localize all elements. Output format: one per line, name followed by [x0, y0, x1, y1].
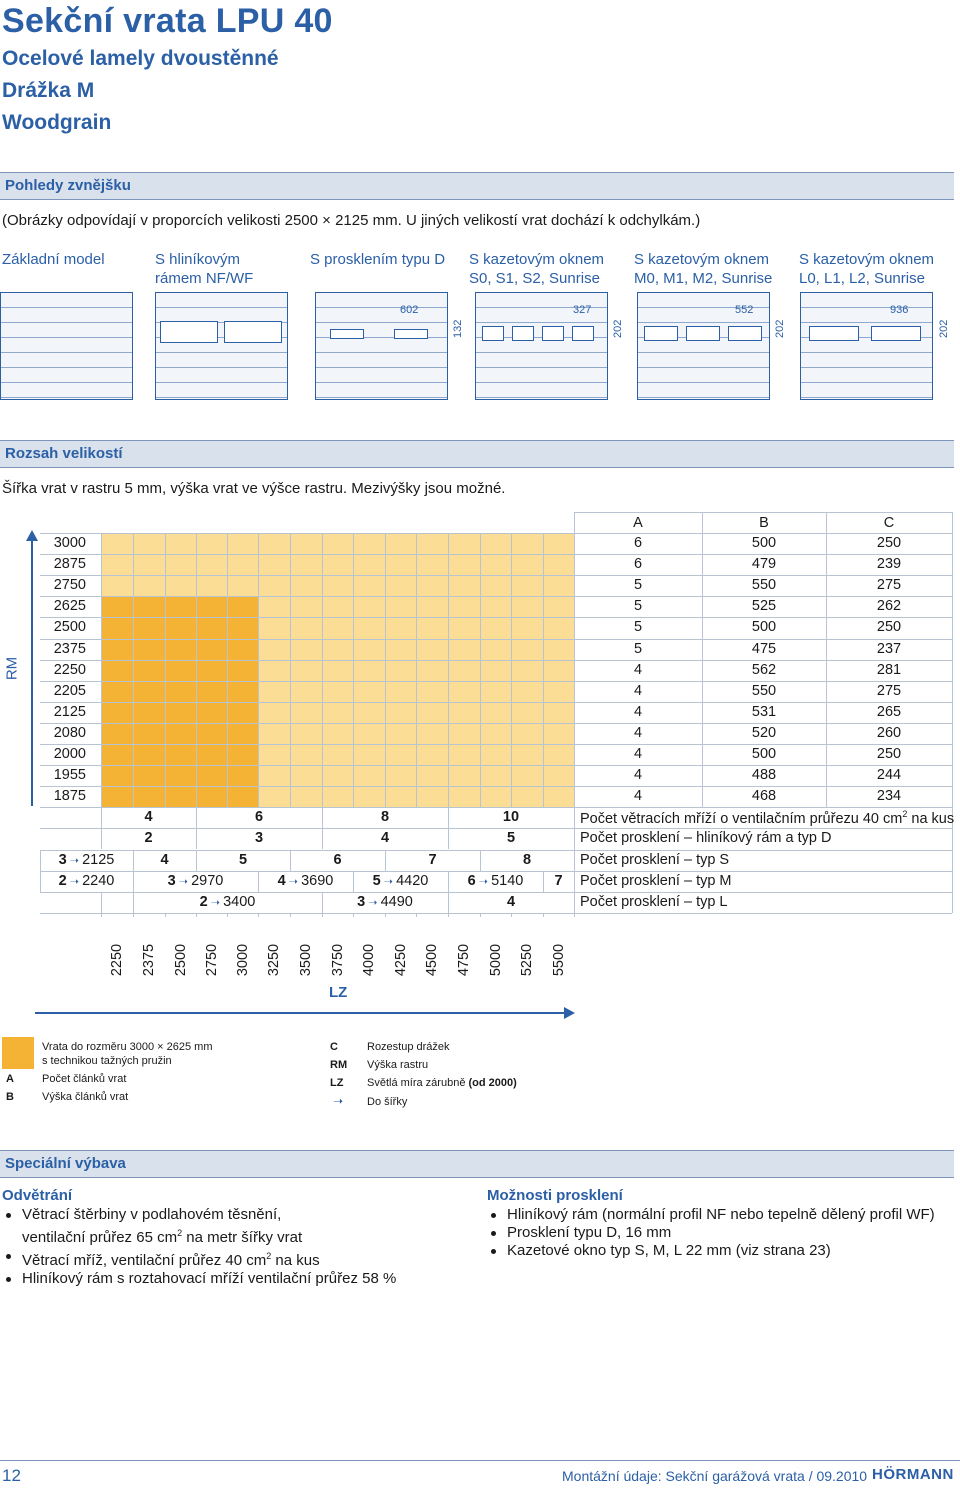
grid-vline [165, 533, 166, 807]
abc-cell: 237 [876, 640, 902, 657]
dim-d-width: 602 [400, 304, 419, 316]
door-view-alu-frame [155, 292, 288, 400]
grid-hline [40, 828, 952, 829]
grid-hline [40, 871, 952, 872]
width-label: 5000 [487, 943, 504, 977]
count-vline [258, 871, 259, 892]
d-row-cell: 5 [506, 830, 516, 847]
glazing-title: Možnosti prosklení [487, 1187, 623, 1204]
grid-vline [448, 533, 449, 807]
abc-cell: 5 [633, 598, 643, 615]
d-row-label: Počet prosklení – hliníkový rám a typ D [580, 830, 832, 847]
width-tick [448, 913, 449, 917]
height-label: 2080 [53, 724, 86, 741]
grid-hline [40, 723, 952, 724]
grid-hline [40, 639, 952, 640]
abc-cell: 562 [751, 661, 777, 678]
page-number: 12 [2, 1466, 21, 1485]
grid-hline [40, 807, 952, 808]
grid-vline [258, 533, 259, 807]
grid-hline [40, 575, 952, 576]
arrow-icon: ➝ [207, 896, 224, 909]
grid-hline [40, 892, 952, 893]
abc-cell: 250 [876, 535, 902, 551]
grid-vline [196, 533, 197, 807]
legend-b-key: B [6, 1091, 14, 1103]
rm-axis-arrow-icon [26, 530, 38, 541]
width-label: 3750 [329, 943, 346, 977]
vent-row-label: Počet větracích mříží o ventilačním průřezu 40 $cm^2$ na kus [580, 809, 955, 828]
arrow-icon: ➝ [66, 854, 83, 867]
m-row-cell: 7 [554, 872, 563, 889]
abc-cell: 5 [633, 640, 643, 657]
width-tick [385, 913, 386, 917]
width-tick [101, 913, 102, 917]
abc-cell: 4 [633, 682, 643, 699]
glazing-item-3: Kazetové okno typ S, M, L 22 mm (viz strana 23) [487, 1242, 957, 1260]
grid-vline [480, 533, 481, 807]
lz-axis-arrow-icon [564, 1007, 575, 1019]
arrow-icon: ➝ [285, 875, 302, 888]
vent-row-cell: 8 [380, 809, 390, 826]
grid-vline [290, 533, 291, 807]
grid-hline [40, 554, 952, 555]
grid-vline [133, 533, 134, 807]
height-label: 1955 [53, 767, 86, 784]
grid-vline [385, 533, 386, 807]
lz-axis-line [35, 1012, 565, 1014]
dim-s-height: 202 [612, 319, 624, 338]
width-tick [227, 913, 228, 917]
door-view-glazing-d [315, 292, 448, 400]
door-view-window-l [800, 292, 933, 400]
model-label-glazing-d: S prosklením typu D [310, 251, 446, 268]
abc-cell: 4 [633, 661, 643, 678]
abc-hline [574, 512, 952, 513]
width-tick [480, 913, 481, 917]
s-row-cell: 4 [160, 851, 169, 868]
subtitle-2: Drážka M [2, 79, 95, 102]
dim-l-height: 202 [938, 319, 950, 338]
abc-cell: 4 [633, 724, 643, 741]
grid-vline [101, 533, 102, 807]
abc-cell: 6 [633, 535, 643, 551]
m-row-cell: 5 ➝ 4420 [372, 872, 429, 889]
model-label-window-m: S kazetovým oknem M0, M1, M2, Sunrise [634, 251, 773, 287]
s-row-label: Počet prosklení – typ S [580, 851, 730, 868]
grid-hline [40, 617, 952, 618]
grid-vline [322, 533, 323, 807]
dim-d-height: 132 [452, 319, 464, 338]
abc-cell: 275 [876, 682, 902, 699]
abc-cell: 550 [751, 577, 777, 594]
width-tick [133, 913, 134, 917]
grid-vline [227, 533, 228, 807]
vent-list [2, 1206, 472, 1288]
footer-text: Montážní údaje: Sekční garážová vrata / 09.2010 [562, 1468, 868, 1484]
width-label: 3500 [298, 943, 314, 977]
abc-cell: 234 [876, 788, 902, 805]
width-label: 2500 [172, 943, 189, 977]
width-tick [543, 913, 544, 917]
width-label: 2250 [109, 943, 125, 977]
m-row-cell: 3 ➝ 2970 [167, 872, 224, 889]
legend-rm-text: Výška rastru [367, 1059, 429, 1071]
abc-cell: 531 [751, 703, 777, 720]
abc-cell: 250 [876, 746, 902, 762]
grid-vline [543, 533, 544, 807]
abc-cell: 239 [876, 556, 902, 573]
m-row-cell: 4 ➝ 3690 [277, 872, 334, 889]
abc-cell: 475 [751, 640, 777, 657]
grid-vline [511, 533, 512, 807]
legend-rm-key: RM [330, 1059, 348, 1071]
width-label: 5500 [550, 943, 567, 977]
model-label-basic: Základní model [2, 251, 105, 268]
abc-cell: 244 [876, 767, 902, 784]
model-label-window-s: S kazetovým oknem S0, S1, S2, Sunrise [469, 251, 605, 287]
vent-item-3: Hliníkový rám s roztahovací mříží ventilační průřez 58 % [2, 1270, 472, 1288]
count-vline [40, 871, 41, 892]
abc-cell: 281 [876, 661, 902, 678]
legend-b-text: Výška článků vrat [42, 1091, 129, 1103]
height-label: 2875 [53, 556, 86, 573]
width-tick [416, 913, 417, 917]
rm-axis-line [31, 540, 33, 806]
abc-cell: 6 [633, 556, 643, 573]
grid-hline [40, 702, 952, 703]
model-label-alu-frame: S hliníkovým rámem NF/WF [155, 251, 254, 287]
width-tick [258, 913, 259, 917]
abc-header-c: C [883, 515, 895, 531]
dim-m-height: 202 [774, 319, 786, 338]
legend-swatch-text-2: s technikou tažných pružin [42, 1055, 172, 1067]
m-row-cell: 6 ➝ 5140 [467, 872, 524, 889]
abc-cell: 488 [751, 767, 777, 784]
legend-a-text: Počet článků vrat [42, 1073, 127, 1085]
vent-title: Odvětrání [2, 1187, 73, 1204]
l-row-cell: 2 ➝ 3400 [199, 893, 256, 910]
height-label: 2750 [53, 577, 86, 594]
grid-hline [40, 850, 952, 851]
arrow-icon: ➝ [380, 875, 397, 888]
width-tick [165, 913, 166, 917]
width-tick [353, 913, 354, 917]
glazing-list [487, 1206, 957, 1260]
height-label: 2250 [53, 661, 86, 678]
legend-lz-text: Světlá míra zárubně (od 2000) [367, 1077, 517, 1089]
width-label: 5250 [519, 943, 535, 977]
width-label: 3250 [266, 943, 282, 977]
width-label: 4250 [392, 943, 409, 977]
d-row-cell: 2 [144, 830, 153, 847]
count-vline [101, 807, 102, 828]
width-tick [290, 913, 291, 917]
count-vline [196, 850, 197, 871]
height-label: 2205 [53, 682, 86, 699]
model-label-window-l: S kazetovým oknem L0, L1, L2, Sunrise [799, 251, 935, 287]
vent-item-1: Větrací štěrbiny v podlahovém těsnění, ventilační průřez 65 $cm^2$ na metr šířky vrat [2, 1206, 472, 1247]
dim-l-width: 936 [890, 304, 909, 316]
abc-cell: 4 [633, 767, 643, 784]
vent-row-cell: 10 [502, 809, 520, 826]
height-label: 1875 [53, 788, 86, 805]
footer-rule [0, 1460, 960, 1461]
width-tick [511, 913, 512, 917]
count-vline [385, 850, 386, 871]
grid-hline [40, 596, 952, 597]
abc-cell: 4 [633, 746, 643, 762]
count-vline [133, 892, 134, 913]
grid-hline [40, 533, 952, 534]
vent-item-2: Větrací mříž, ventilační průřez 40 $cm^2$ na kus [2, 1247, 472, 1270]
grid-hline [40, 786, 952, 787]
abc-cell: 500 [751, 535, 777, 551]
width-label: 2375 [141, 943, 157, 977]
s-row-cell: 8 [522, 851, 532, 868]
section-band-views: Pohledy zvnějšku [0, 172, 954, 200]
abc-cell: 4 [633, 788, 643, 805]
height-label: 2500 [53, 619, 86, 636]
m-row-cell: 2 ➝ 2240 [58, 872, 115, 889]
height-label: 3000 [53, 535, 86, 551]
vent-row-cell: 6 [254, 809, 264, 826]
glazing-item-1: Hliníkový rám (normální profil NF nebo tepelně dělený profil WF) [487, 1206, 957, 1224]
abc-cell: 262 [876, 598, 902, 615]
legend-a-key: A [6, 1073, 14, 1085]
d-row-cell: 4 [380, 830, 390, 847]
grid-hline [40, 660, 952, 661]
vent-row-cell: 4 [144, 809, 153, 826]
grid-vline [416, 533, 417, 807]
section-band-sizes: Rozsah velikostí [0, 440, 954, 468]
height-label: 2000 [53, 746, 86, 762]
count-vline [448, 892, 449, 913]
legend-arrow-icon: ➝ [333, 1094, 344, 1108]
count-vline [448, 828, 449, 849]
abc-cell: 500 [751, 619, 777, 636]
section-band-special: Speciální výbava [0, 1150, 954, 1178]
abc-cell: 479 [751, 556, 777, 573]
grid-vline [353, 533, 354, 807]
dim-s-width: 327 [573, 304, 592, 316]
l-row-cell: 3 ➝ 4490 [357, 893, 413, 910]
l-row-label: Počet prosklení – typ L [580, 893, 728, 910]
rm-axis-label: RM [3, 656, 21, 681]
width-label: 3000 [234, 943, 251, 977]
s-row-cell: 6 [333, 851, 342, 868]
s-row-cell: 7 [428, 851, 437, 868]
glazing-item-2: Prosklení typu D, 16 mm [487, 1224, 957, 1242]
lz-axis-label: LZ [329, 984, 348, 1001]
arrow-icon: ➝ [475, 875, 492, 888]
abc-vline [952, 512, 953, 913]
abc-cell: 260 [876, 724, 902, 741]
views-note: (Obrázky odpovídají v proporcích velikosti 2500 × 2125 mm. U jiných velikostí vrat dochází k odchylkám.) [2, 212, 701, 229]
subtitle-1: Ocelové lamely dvoustěnné [2, 47, 279, 70]
height-label: 2125 [53, 703, 86, 720]
count-vline [40, 850, 41, 871]
count-vline [322, 828, 323, 849]
abc-cell: 275 [876, 577, 902, 594]
abc-cell: 4 [633, 703, 643, 720]
count-vline [480, 850, 481, 871]
d-row-cell: 3 [254, 830, 264, 847]
count-vline [448, 871, 449, 892]
count-vline [353, 871, 354, 892]
arrow-icon: ➝ [365, 896, 381, 909]
count-vline [196, 828, 197, 849]
grid-hline [40, 913, 952, 914]
width-tick [196, 913, 197, 917]
brand-logo: HÖRMANN [872, 1466, 954, 1483]
abc-cell: 500 [751, 746, 777, 762]
count-vline [543, 871, 544, 892]
count-vline [133, 871, 134, 892]
grid-hline [40, 744, 952, 745]
count-vline [322, 807, 323, 828]
abc-cell: 5 [633, 619, 643, 636]
abc-cell: 468 [751, 788, 777, 805]
legend-lz-key: LZ [330, 1077, 344, 1089]
grid-hline [40, 681, 952, 682]
subtitle-3: Woodgrain [2, 111, 112, 134]
sizes-note: Šířka vrat v rastru 5 mm, výška vrat ve výšce rastru. Mezivýšky jsou možné. [2, 480, 506, 497]
count-vline [196, 807, 197, 828]
s-row-cell: 3 ➝ 2125 [58, 851, 115, 868]
legend-c-key: C [330, 1041, 338, 1053]
legend-swatch [2, 1037, 34, 1069]
abc-cell: 5 [633, 577, 643, 594]
arrow-icon: ➝ [175, 875, 192, 888]
abc-cell: 520 [751, 724, 777, 741]
width-label: 4000 [361, 943, 377, 977]
abc-cell: 525 [751, 598, 777, 615]
s-row-cell: 5 [238, 851, 248, 868]
arrow-icon: ➝ [66, 875, 83, 888]
abc-cell: 550 [751, 682, 777, 699]
width-tick [574, 913, 575, 917]
dim-m-width: 552 [735, 304, 754, 316]
door-view-basic [0, 292, 133, 400]
count-vline [322, 892, 323, 913]
m-row-label: Počet prosklení – typ M [580, 872, 732, 889]
height-label: 2625 [53, 598, 86, 615]
count-vline [101, 892, 102, 913]
abc-header-a: A [633, 515, 643, 531]
height-label: 2375 [53, 640, 86, 657]
page-title: Sekční vrata LPU 40 [2, 2, 333, 40]
width-tick [322, 913, 323, 917]
grid-hline [40, 765, 952, 766]
abc-cell: 250 [876, 619, 902, 636]
count-vline [101, 828, 102, 849]
legend-c-text: Rozestup drážek [367, 1041, 450, 1053]
count-vline [448, 807, 449, 828]
width-label: 4750 [456, 943, 472, 977]
l-row-cell: 4 [506, 893, 516, 910]
width-label: 4500 [424, 943, 440, 977]
abc-cell: 265 [876, 703, 902, 720]
count-vline [290, 850, 291, 871]
count-vline [133, 850, 134, 871]
abc-header-b: B [759, 515, 769, 531]
legend-arrow-text: Do šířky [367, 1096, 408, 1108]
legend-swatch-text-1: Vrata do rozměru 3000 × 2625 mm [42, 1041, 213, 1053]
width-label: 2750 [203, 943, 220, 977]
